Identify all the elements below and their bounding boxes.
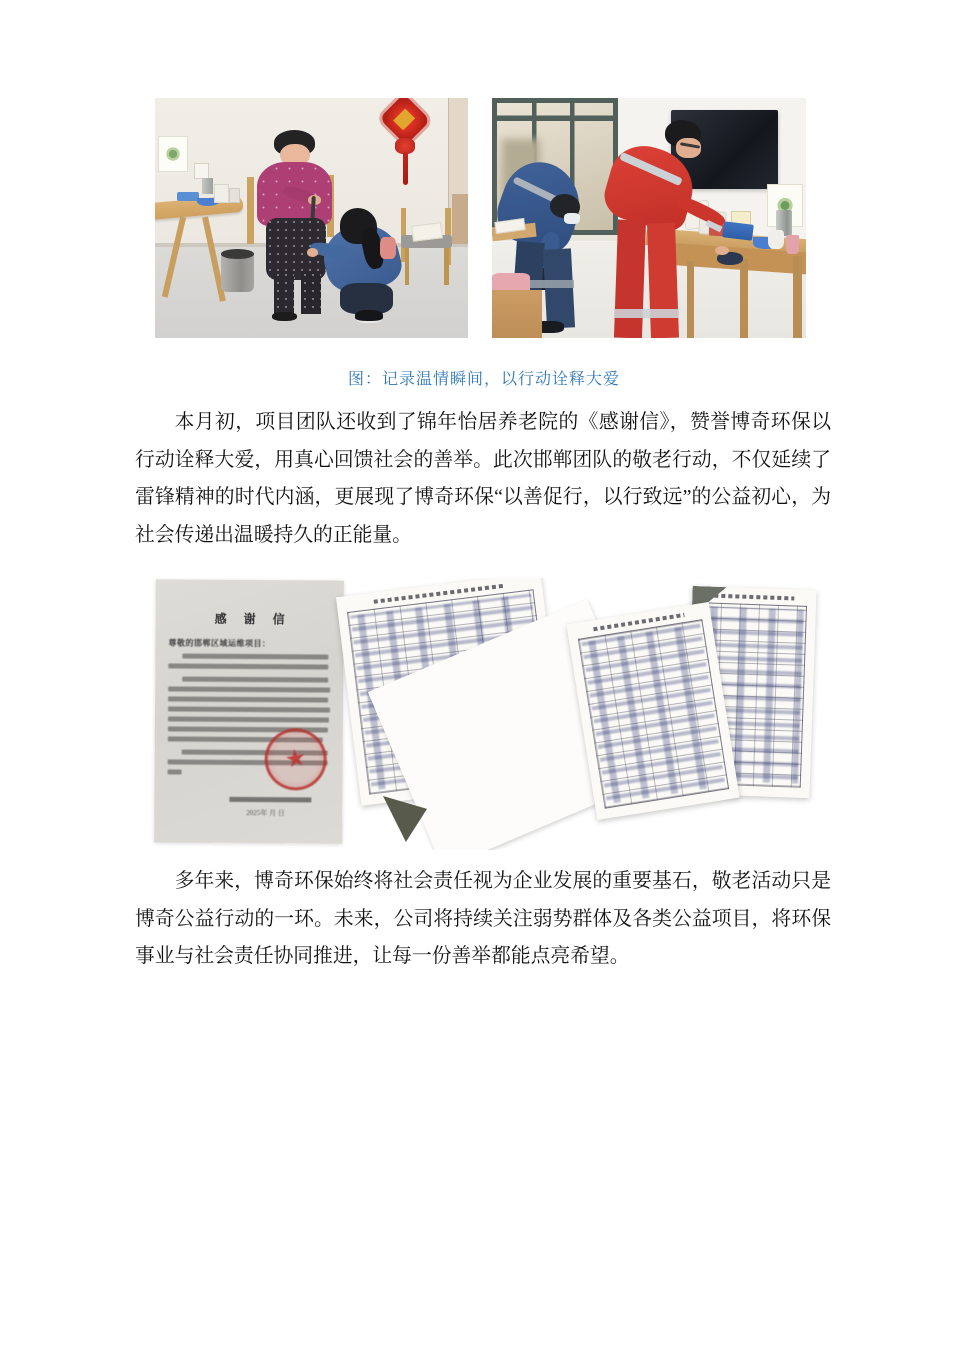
letter-text-line — [168, 686, 330, 692]
photo-letter-and-signature-sheets — [140, 578, 840, 850]
metal-cup — [202, 178, 213, 194]
chinese-knot-decoration — [377, 100, 436, 186]
paragraph-closing: 多年来，博奇环保始终将社会责任视为企业发展的重要基石，敬老活动只是博奇公益行动的一环。未来，公司将持续关注弱势群体及各类公益项目，将环保事业与社会责任协同推进，让每一份善举都能点亮希望。 — [135, 870, 831, 968]
figure-caption: 图：记录温情瞬间，以行动诠释大爱 — [347, 371, 620, 388]
blue-box — [722, 221, 754, 240]
counter-leg-1 — [687, 261, 695, 338]
handwritten-signatures — [581, 624, 725, 805]
counter-leg-2 — [740, 259, 748, 338]
letter-text-line — [168, 769, 182, 774]
red-company-stamp: ★ — [260, 724, 331, 795]
letter-text-line — [168, 696, 328, 702]
pink-bag — [380, 237, 396, 259]
volunteer-hand — [307, 248, 318, 257]
trash-bin-rim — [221, 249, 254, 259]
elderly-woman-leg-left — [274, 271, 294, 314]
counter-leg-3 — [793, 256, 801, 338]
letter-title: 感 谢 信 — [214, 611, 292, 627]
blue-worker-mask — [564, 213, 580, 224]
letter-text-line — [168, 663, 328, 669]
door-panel — [452, 194, 468, 244]
white-canister — [214, 184, 229, 203]
photo-workers-cleaning — [492, 98, 806, 338]
red-worker-leg-right — [647, 222, 679, 338]
side-chair — [401, 208, 454, 285]
red-worker-leg-left — [614, 220, 646, 338]
wreath-drawing — [158, 136, 188, 172]
bench — [492, 290, 542, 338]
elderly-woman-shoe — [272, 312, 297, 322]
red-worker-leg-stripe — [614, 309, 678, 317]
paper-cups — [229, 188, 240, 203]
letter-signature-line — [229, 797, 311, 803]
white-kettle — [768, 230, 784, 249]
red-worker-hand — [715, 246, 729, 256]
letter-date: 2025年 月 日 — [246, 808, 285, 818]
sheet-title-line — [715, 594, 794, 601]
wall-outlet — [194, 163, 209, 179]
side-chair-leg2 — [444, 248, 448, 285]
volunteer-shoe — [355, 310, 383, 323]
knot-tassel — [403, 152, 408, 185]
blue-worker-leg-right — [543, 249, 575, 330]
chair-back-left — [247, 177, 254, 244]
letter-text-line — [182, 677, 328, 683]
volunteer-legs — [340, 283, 393, 314]
tissue-box — [177, 192, 199, 202]
letter-text-line — [168, 706, 330, 712]
elderly-woman-leg-right — [301, 271, 321, 314]
pink-cup — [786, 235, 799, 254]
letter-text-line — [182, 654, 328, 660]
side-chair-leg — [405, 248, 409, 285]
signature-sheet-2 — [566, 602, 739, 820]
side-chair-paper — [412, 222, 443, 241]
paragraph-thank-you-letter: 本月初，项目团队还收到了锦年怡居养老院的《感谢信》，赞誉博奇环保以行动诠释大爱，用真心回馈社会的善举。此次邯郸团队的敬老行动，不仅延续了雷锋精神的时代内涵，更展现了博奇环保“以善促行，以行致远”的公益初心，为社会传递出温暖持久的正能量。 — [135, 411, 831, 546]
thank-you-letter — [154, 579, 344, 843]
photo-elderly-woman-care — [155, 98, 468, 338]
letter-text-line — [168, 716, 329, 722]
letter-salutation: 尊敬的邯郸区域运维项目： — [168, 638, 271, 649]
